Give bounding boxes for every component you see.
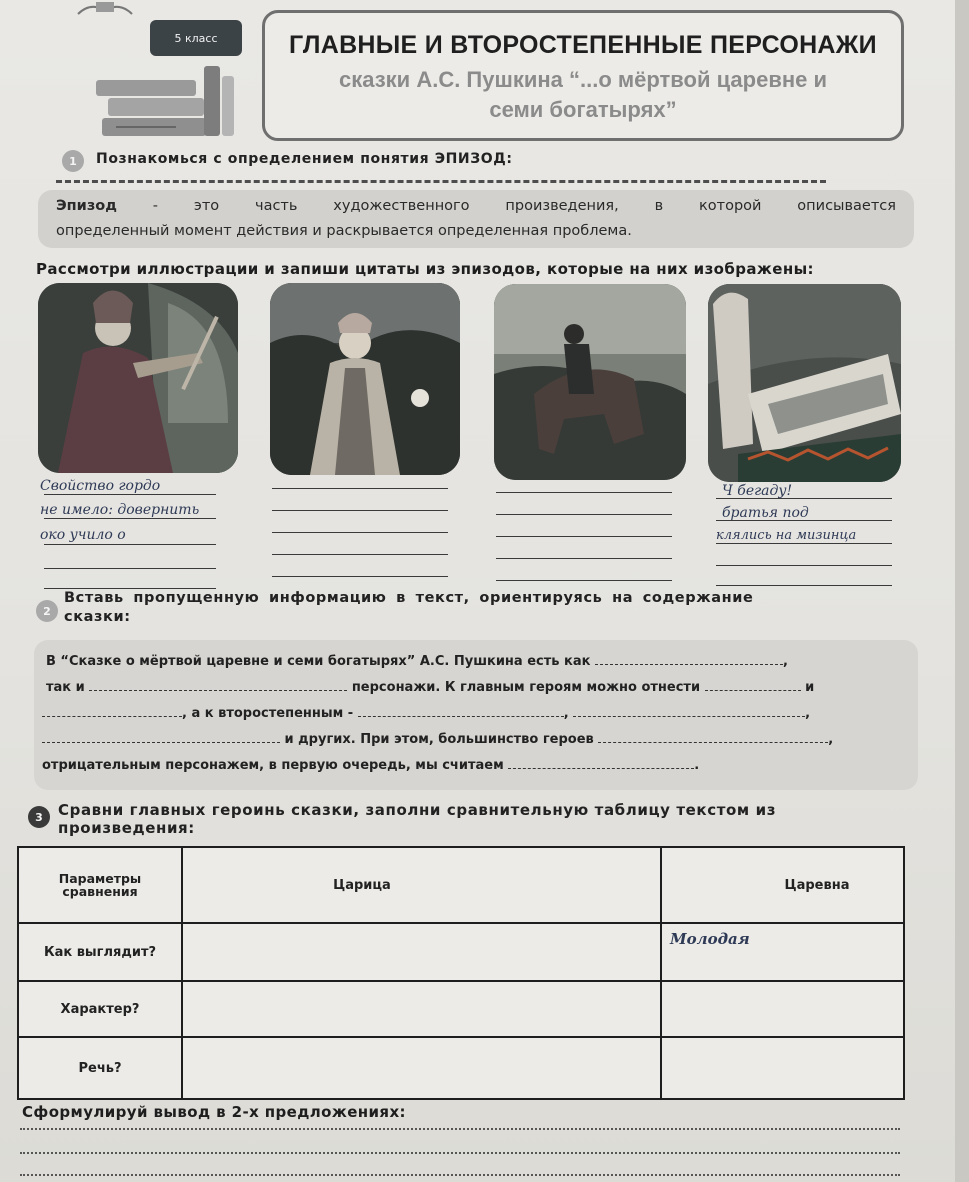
handwriting-col4-line3: клялись на мизинца bbox=[716, 528, 857, 543]
task-2-number: 2 bbox=[36, 600, 58, 622]
cell-tsarevna-speech[interactable] bbox=[661, 1037, 904, 1099]
definition-line-2: определенный момент действия и раскрывается определенная проблема. bbox=[56, 223, 632, 239]
conclusion-prompt: Сформулируй вывод в 2-х предложениях: bbox=[22, 1103, 406, 1121]
fill-text-2b: персонажи. К главным героям можно отнести bbox=[351, 680, 701, 695]
page-subtitle bbox=[275, 65, 891, 125]
answer-line[interactable] bbox=[496, 514, 672, 515]
task-1-text: Познакомься с определением понятия ЭПИЗОД: bbox=[96, 151, 513, 167]
fill-line-4: и других. При этом, большинство героев , bbox=[42, 732, 833, 747]
answer-line[interactable] bbox=[272, 576, 448, 577]
page-title: ГЛАВНЫЕ И ВТОРОСТЕПЕННЫЕ ПЕРСОНАЖИ bbox=[289, 31, 877, 59]
fill-text-4a: и других. При этом, большинство героев bbox=[284, 732, 594, 747]
answer-line[interactable] bbox=[716, 585, 892, 586]
cell-tsaritsa-speech[interactable] bbox=[182, 1037, 661, 1099]
row-param-speech: Речь? bbox=[18, 1037, 182, 1099]
task-2-text-line-1: Вставь пропущенную информацию в текст, ориентируясь на содержание bbox=[64, 590, 754, 606]
answer-line[interactable] bbox=[44, 568, 216, 569]
handwriting-col4-line1: Ч бегаду! bbox=[722, 483, 793, 499]
subtitle-line-1: сказки А.С. Пушкина “...о мёртвой царевне и bbox=[338, 67, 828, 92]
school-logo-icon bbox=[70, 0, 140, 20]
answer-line[interactable] bbox=[496, 580, 672, 581]
subtitle-line-2: семи богатырях” bbox=[489, 97, 677, 122]
handwriting-col4-line2: братья под bbox=[722, 505, 809, 521]
blank-field[interactable] bbox=[705, 680, 801, 691]
fill-line-3: , а к второстепенным - , , bbox=[42, 706, 810, 721]
task-3-text-line-1: Сравни главных героинь сказки, заполни сравнительную таблицу текстом из bbox=[58, 801, 777, 819]
table-row bbox=[18, 1037, 904, 1099]
conclusion-line[interactable] bbox=[20, 1152, 900, 1154]
comparison-table bbox=[17, 846, 905, 1100]
handwriting-col1-line1: Свойство гордо bbox=[40, 478, 161, 494]
answer-line[interactable] bbox=[44, 494, 216, 495]
grade-label: 5 класс bbox=[174, 31, 218, 45]
table-row bbox=[18, 981, 904, 1037]
answer-line[interactable] bbox=[496, 558, 672, 559]
row-param-appearance: Как выглядит? bbox=[18, 923, 182, 981]
blank-field[interactable] bbox=[595, 654, 783, 665]
fill-in-text-box bbox=[34, 640, 918, 790]
conclusion-line[interactable] bbox=[20, 1128, 900, 1130]
definition-term: Эпизод bbox=[56, 198, 117, 214]
definition-box bbox=[38, 190, 914, 248]
blank-field[interactable] bbox=[42, 732, 280, 743]
fill-text-1: В “Сказке о мёртвой царевне и семи богатырях” А.С. Пушкина есть как bbox=[46, 654, 591, 669]
cell-tsarevna-character[interactable] bbox=[661, 981, 904, 1037]
illustration-tsarevna-apple bbox=[270, 283, 460, 475]
answer-line[interactable] bbox=[44, 588, 216, 589]
cell-tsaritsa-character[interactable] bbox=[182, 981, 661, 1037]
conclusion-line[interactable] bbox=[20, 1174, 900, 1176]
header-tsaritsa: Царица bbox=[182, 847, 661, 923]
handwriting-col1-line2: не имело: довернить bbox=[40, 502, 200, 518]
cell-tsarevna-appearance[interactable] bbox=[661, 923, 904, 981]
title-box bbox=[262, 10, 904, 141]
blank-field[interactable] bbox=[573, 706, 805, 717]
background-edge bbox=[955, 0, 969, 1182]
answer-line[interactable] bbox=[272, 532, 448, 533]
answer-line[interactable] bbox=[272, 554, 448, 555]
definition-text-1: - это часть художественного произведения, в которой описывается bbox=[152, 198, 896, 214]
handwriting-tsarevna-appearance: Молодая bbox=[670, 930, 750, 948]
row-param-character: Характер? bbox=[18, 981, 182, 1037]
definition-line-1 bbox=[56, 198, 896, 214]
task-3-number: 3 bbox=[28, 806, 50, 828]
fill-text-2c: и bbox=[805, 680, 815, 695]
illustration-crystal-coffin bbox=[708, 284, 901, 482]
table-header-row bbox=[18, 847, 904, 923]
illustrations-instruction: Рассмотри иллюстрации и запиши цитаты из эпизодов, которые на них изображены: bbox=[36, 260, 814, 278]
grade-badge bbox=[150, 20, 242, 56]
fill-line-5: отрицательным персонажем, в первую очередь, мы считаем . bbox=[42, 758, 700, 773]
answer-line[interactable] bbox=[272, 488, 448, 489]
answer-line[interactable] bbox=[716, 543, 892, 544]
blank-field[interactable] bbox=[508, 758, 694, 769]
task-3-text-line-2: произведения: bbox=[58, 819, 195, 837]
handwriting-col1-line3: око учило о bbox=[40, 527, 126, 543]
fill-text-5: отрицательным персонажем, в первую очередь, мы считаем bbox=[42, 758, 504, 773]
books-icon bbox=[96, 58, 246, 140]
answer-line[interactable] bbox=[496, 536, 672, 537]
answer-line[interactable] bbox=[496, 492, 672, 493]
table-row bbox=[18, 923, 904, 981]
illustration-tsaritsa-window bbox=[38, 283, 238, 473]
fill-text-2a: так и bbox=[46, 680, 85, 695]
illustration-prince-horse bbox=[494, 284, 686, 480]
answer-line[interactable] bbox=[44, 544, 216, 545]
header-tsarevna: Царевна bbox=[661, 847, 904, 923]
cell-tsaritsa-appearance[interactable] bbox=[182, 923, 661, 981]
blank-field[interactable] bbox=[598, 732, 828, 743]
blank-field[interactable] bbox=[42, 706, 182, 717]
answer-line[interactable] bbox=[716, 565, 892, 566]
fill-text-3: , а к второстепенным - bbox=[182, 706, 354, 721]
fill-line-2 bbox=[46, 680, 814, 695]
task-2-text-line-2: сказки: bbox=[64, 609, 131, 625]
task-1-number: 1 bbox=[62, 150, 84, 172]
fill-line-1: В “Сказке о мёртвой царевне и семи богатырях” А.С. Пушкина есть как , bbox=[46, 654, 788, 669]
blank-field[interactable] bbox=[358, 706, 564, 717]
answer-line[interactable] bbox=[272, 510, 448, 511]
task-1-answer-line[interactable] bbox=[56, 180, 826, 183]
header-parameters: Параметры сравнения bbox=[18, 847, 182, 923]
answer-line[interactable] bbox=[44, 518, 216, 519]
blank-field[interactable] bbox=[89, 680, 347, 691]
